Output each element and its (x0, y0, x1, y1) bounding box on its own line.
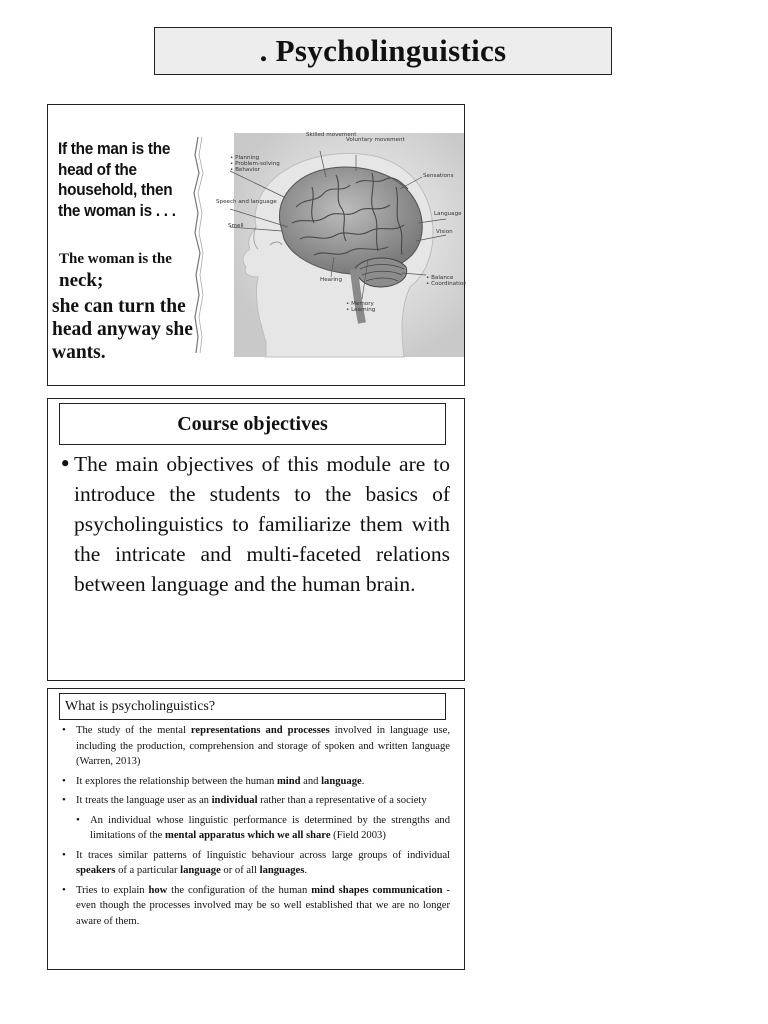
label-memory: • Memory (346, 301, 374, 307)
what-is-heading: What is psycholinguistics? (59, 693, 446, 720)
label-skilled: Skilled movement (306, 132, 357, 138)
label-learning: • Learning (346, 307, 376, 313)
neck-pre: The woman is the (59, 251, 172, 267)
objective-bullet: • (59, 452, 72, 476)
woman-neck-text (59, 249, 199, 293)
slide-head-neck (47, 104, 465, 386)
slide-what-is-psycholinguistics (47, 688, 465, 970)
label-vision: Vision (436, 229, 453, 235)
list-item: • It traces similar patterns of linguistic behaviour across large groups of individual speakers of a particular language or of all languages. (56, 848, 450, 879)
label-voluntary: Voluntary movement (346, 137, 405, 143)
slide-course-objectives (47, 398, 465, 681)
neck-post: ; (97, 270, 104, 291)
brain-diagram-icon (196, 127, 466, 359)
label-speech: Speech and language (216, 199, 277, 205)
brain-illustration (196, 127, 466, 359)
head-of-household-text: If the man is the head of the household, then the woman is . . . (58, 140, 176, 220)
list-subitem: • An individual whose linguistic performance is determined by the strengths and limitations of the mental apparatus which we all share (Field 2003) (56, 813, 450, 844)
list-item: • The study of the mental representations and processes involved in language use, including the production, comprehension and storage of spoken and written language (Warren, 2013) (56, 723, 450, 770)
label-smell: Smell (228, 223, 244, 229)
label-language: Language (434, 211, 462, 217)
course-objectives-heading: Course objectives (59, 403, 446, 445)
label-problem: • Problem-solving (230, 161, 280, 167)
turn-head-text: she can turn the head anyway she wants. (52, 296, 193, 363)
objectives-text: The main objectives of this module are to introduce the students to the basics of psycholinguistics to familiarize them with the intricate and multi-faceted relations between language and the human brain. (74, 452, 450, 596)
list-item: • It treats the language user as an individual rather than a representative of a society (56, 793, 450, 809)
label-planning: • Planning (230, 155, 260, 161)
list-item: • Tries to explain how the configuration of the human mind shapes communication - even though the processes involved may be so well established that we are no longer aware of them. (56, 883, 450, 930)
label-behavior: • Behavior (230, 167, 260, 173)
definition-list (56, 723, 450, 933)
label-sensations: Sensations (423, 173, 454, 179)
list-item: • It explores the relationship between the human mind and language. (56, 774, 450, 790)
label-hearing: Hearing (320, 277, 343, 283)
neck-word: neck (59, 270, 97, 291)
label-balance: • Balance (426, 275, 454, 281)
page-title: . Psycholinguistics (154, 27, 612, 75)
label-coordination: • Coordination (426, 281, 466, 287)
